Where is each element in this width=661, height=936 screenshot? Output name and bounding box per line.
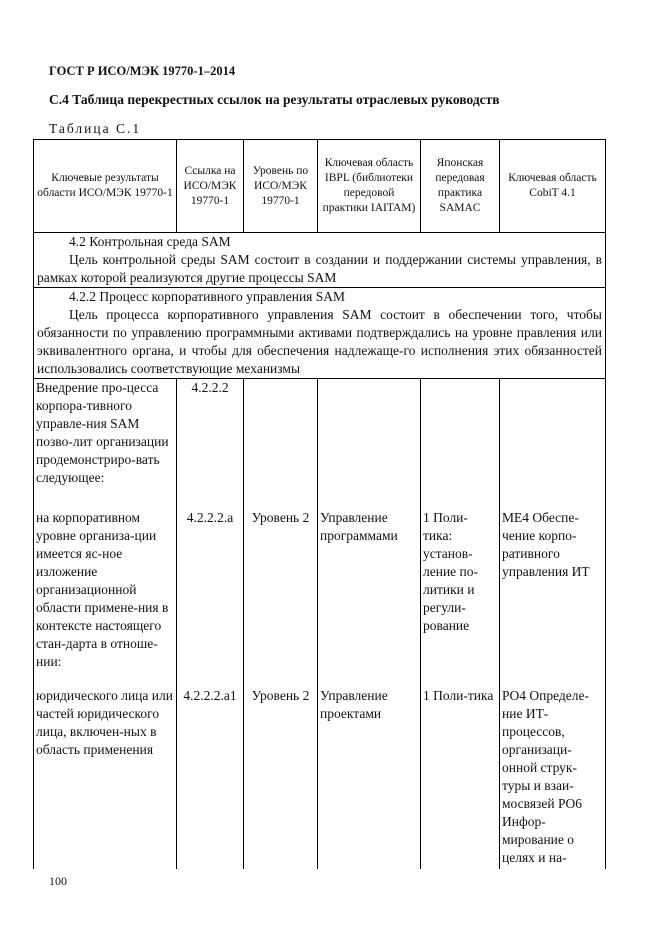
col-header-ibpl: Ключевая область IBPL (библиотеки передовой практики IAITAM) <box>318 140 421 233</box>
cell-result: на корпоративном уровне организа-ции имеется яс-ное изложение организационной области примене-ния в контексте настоящего стан-дарта в отноше-нии: <box>34 509 177 687</box>
col-header-reference: Ссылка на ИСО/МЭК 19770-1 <box>177 140 244 233</box>
document-header: ГОСТ Р ИСО/МЭК 19770-1–2014 <box>49 64 236 78</box>
section-4-2 <box>34 233 606 288</box>
cell-samac <box>421 379 500 510</box>
cell-result: Внедрение про-цесса корпора-тивного управле-ния SAM позво-лит организации продемонстриро-вать следующее: <box>34 379 177 510</box>
page-number: 100 <box>49 874 67 888</box>
col-header-level: Уровень по ИСО/МЭК 19770-1 <box>244 140 318 233</box>
cell-level: Уровень 2 <box>244 687 318 869</box>
section-4-2-text: Цель контрольной среды SAM состоит в создании и поддержании системы управления, в рамках которой реализуются другие процессы SAM <box>37 252 602 285</box>
cell-level <box>244 379 318 510</box>
cell-cobit <box>500 379 606 510</box>
section-4-2-heading: 4.2 Контрольная среда SAM <box>69 234 231 249</box>
cell-samac: 1 Поли-тика <box>421 687 500 869</box>
cell-samac: 1 Поли-тика: установ-ление по-литики и регули-рование <box>421 509 500 687</box>
section-4-2-2 <box>34 288 606 379</box>
cell-ibpl: Управление проектами <box>318 687 421 869</box>
cross-reference-table <box>33 139 606 869</box>
cell-ref: 4.2.2.2.a <box>177 509 244 687</box>
cell-result: юридического лица или частей юридического лица, включен-ных в область применения <box>34 687 177 869</box>
cell-ibpl <box>318 379 421 510</box>
col-header-cobit: Ключевая область CobiT 4.1 <box>500 140 606 233</box>
table-row <box>34 379 606 510</box>
section-4-2-2-heading: 4.2.2 Процесс корпоративного управления SAM <box>69 289 346 304</box>
table-label: Таблица С.1 <box>49 121 142 136</box>
cell-ref: 4.2.2.2.a1 <box>177 687 244 869</box>
cell-cobit: PO4 Определе-ние ИТ-процессов, организаци-онной струк-туры и взаи-мосвязей PO6 Инфор-мирование о целях и на- <box>500 687 606 869</box>
cell-ibpl: Управление программами <box>318 509 421 687</box>
cell-level: Уровень 2 <box>244 509 318 687</box>
section-title: С.4 Таблица перекрестных ссылок на результаты отраслевых руководств <box>49 92 500 107</box>
table-row <box>34 509 606 687</box>
section-4-2-2-text: Цель процесса корпоративного управления SAM состоит в обеспечении того, чтобы обязанности по управлению программными активами подтверждались на уровне правления или эквивалентного органа, и чтобы для обеспечения надлежаще-го исполнения этих обязанностей использовались соответствующие механизмы <box>37 307 602 376</box>
col-header-samac: Японская передовая практика SAMAC <box>421 140 500 233</box>
cell-cobit: ME4 Обеспе-чение корпо-ративного управления ИТ <box>500 509 606 687</box>
col-header-results: Ключевые результаты области ИСО/МЭК 19770-1 <box>34 140 177 233</box>
cell-ref: 4.2.2.2 <box>177 379 244 510</box>
table-row <box>34 687 606 869</box>
